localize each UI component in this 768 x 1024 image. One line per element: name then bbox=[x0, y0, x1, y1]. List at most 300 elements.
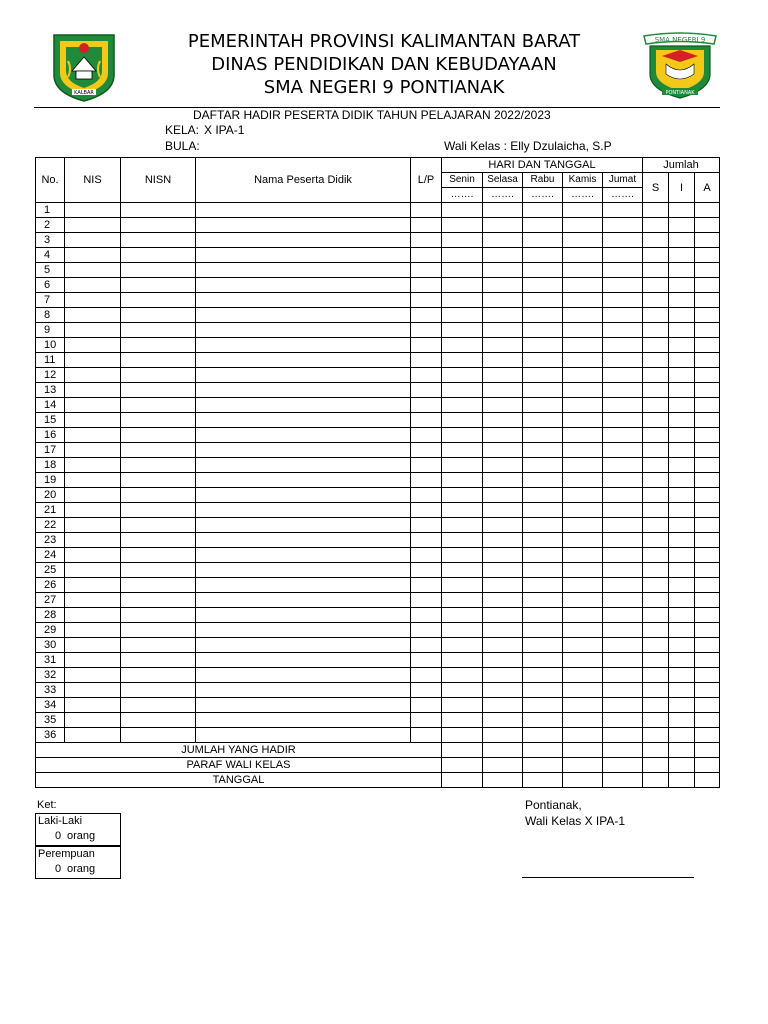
table-cell bbox=[411, 248, 442, 263]
table-cell bbox=[121, 218, 196, 233]
table-row bbox=[36, 608, 720, 623]
table-cell bbox=[603, 668, 643, 683]
table-cell bbox=[196, 398, 411, 413]
table-cell bbox=[643, 488, 669, 503]
table-cell bbox=[442, 443, 483, 458]
table-row bbox=[36, 293, 720, 308]
table-row bbox=[36, 623, 720, 638]
table-row bbox=[36, 308, 720, 323]
table-cell bbox=[483, 338, 523, 353]
signature-role: Wali Kelas X IPA-1 bbox=[525, 814, 626, 828]
table-row bbox=[36, 578, 720, 593]
table-cell bbox=[121, 623, 196, 638]
row-number: 22 bbox=[36, 518, 65, 533]
row-number: 27 bbox=[36, 593, 65, 608]
row-number: 15 bbox=[36, 413, 65, 428]
row-number: 3 bbox=[36, 233, 65, 248]
table-cell bbox=[563, 653, 603, 668]
table-cell bbox=[695, 278, 720, 293]
document-title: DAFTAR HADIR PESERTA DIDIK TAHUN PELAJARAN 2022/2023 bbox=[193, 108, 551, 122]
table-row bbox=[36, 638, 720, 653]
table-cell bbox=[121, 353, 196, 368]
table-row bbox=[36, 563, 720, 578]
table-cell bbox=[563, 563, 603, 578]
table-cell bbox=[483, 653, 523, 668]
table-cell bbox=[121, 578, 196, 593]
table-cell bbox=[65, 353, 121, 368]
table-cell bbox=[483, 533, 523, 548]
table-cell bbox=[603, 413, 643, 428]
row-number: 29 bbox=[36, 623, 65, 638]
table-cell bbox=[121, 398, 196, 413]
table-cell bbox=[563, 638, 603, 653]
table-cell bbox=[196, 338, 411, 353]
table-cell bbox=[643, 458, 669, 473]
table-cell bbox=[643, 278, 669, 293]
table-cell bbox=[411, 533, 442, 548]
table-cell bbox=[523, 668, 563, 683]
row-number: 26 bbox=[36, 578, 65, 593]
table-cell bbox=[196, 638, 411, 653]
table-cell bbox=[196, 653, 411, 668]
laki-count: 0 bbox=[55, 830, 62, 842]
table-cell bbox=[603, 743, 643, 758]
table-cell bbox=[563, 443, 603, 458]
table-row bbox=[36, 668, 720, 683]
table-cell bbox=[442, 293, 483, 308]
table-cell bbox=[523, 398, 563, 413]
table-row bbox=[36, 233, 720, 248]
table-cell bbox=[523, 368, 563, 383]
table-cell bbox=[669, 413, 695, 428]
table-row bbox=[36, 473, 720, 488]
table-cell bbox=[65, 323, 121, 338]
table-cell bbox=[563, 743, 603, 758]
table-cell bbox=[65, 728, 121, 743]
row-number: 20 bbox=[36, 488, 65, 503]
table-cell bbox=[643, 548, 669, 563]
table-cell bbox=[523, 203, 563, 218]
table-cell bbox=[563, 398, 603, 413]
table-cell bbox=[196, 248, 411, 263]
table-cell bbox=[695, 323, 720, 338]
table-cell bbox=[121, 518, 196, 533]
table-cell bbox=[65, 338, 121, 353]
table-cell bbox=[65, 713, 121, 728]
table-cell bbox=[563, 533, 603, 548]
table-cell bbox=[196, 458, 411, 473]
table-cell bbox=[695, 713, 720, 728]
table-cell bbox=[65, 368, 121, 383]
jumlah-i: I bbox=[669, 173, 695, 203]
table-cell bbox=[523, 263, 563, 278]
table-cell bbox=[695, 233, 720, 248]
table-cell bbox=[196, 563, 411, 578]
table-cell bbox=[695, 518, 720, 533]
table-cell bbox=[442, 608, 483, 623]
table-row bbox=[36, 488, 720, 503]
table-cell bbox=[669, 233, 695, 248]
table-cell bbox=[483, 488, 523, 503]
table-cell bbox=[483, 743, 523, 758]
table-cell bbox=[523, 608, 563, 623]
table-cell bbox=[411, 278, 442, 293]
table-cell bbox=[669, 248, 695, 263]
table-cell bbox=[643, 263, 669, 278]
table-cell bbox=[669, 308, 695, 323]
table-cell bbox=[643, 218, 669, 233]
table-cell bbox=[523, 623, 563, 638]
day-rabu: Rabu bbox=[523, 173, 563, 188]
table-cell bbox=[411, 593, 442, 608]
table-cell bbox=[65, 638, 121, 653]
table-cell bbox=[603, 428, 643, 443]
table-cell bbox=[196, 698, 411, 713]
table-cell bbox=[196, 428, 411, 443]
table-cell bbox=[695, 578, 720, 593]
table-cell bbox=[643, 638, 669, 653]
table-cell bbox=[643, 563, 669, 578]
table-cell bbox=[603, 773, 643, 788]
header-lp: L/P bbox=[411, 158, 442, 203]
row-number: 14 bbox=[36, 398, 65, 413]
table-cell bbox=[411, 518, 442, 533]
table-cell bbox=[669, 368, 695, 383]
table-cell bbox=[563, 473, 603, 488]
row-number: 33 bbox=[36, 683, 65, 698]
table-cell bbox=[669, 443, 695, 458]
table-cell bbox=[196, 593, 411, 608]
table-cell bbox=[603, 293, 643, 308]
table-row bbox=[36, 263, 720, 278]
table-cell bbox=[483, 773, 523, 788]
table-cell bbox=[442, 338, 483, 353]
table-cell bbox=[669, 203, 695, 218]
table-cell bbox=[695, 548, 720, 563]
table-cell bbox=[442, 548, 483, 563]
signature-line bbox=[522, 877, 694, 878]
table-row bbox=[36, 248, 720, 263]
table-cell bbox=[563, 293, 603, 308]
row-number: 23 bbox=[36, 533, 65, 548]
svg-text:KALBAR: KALBAR bbox=[74, 90, 94, 96]
table-row bbox=[36, 713, 720, 728]
table-cell bbox=[483, 278, 523, 293]
table-cell bbox=[411, 413, 442, 428]
table-row bbox=[36, 458, 720, 473]
table-cell bbox=[643, 503, 669, 518]
table-cell bbox=[442, 638, 483, 653]
table-cell bbox=[442, 503, 483, 518]
table-row bbox=[36, 368, 720, 383]
jumlah-s: S bbox=[643, 173, 669, 203]
signature-place: Pontianak, bbox=[525, 798, 582, 812]
table-cell bbox=[65, 413, 121, 428]
table-cell bbox=[121, 683, 196, 698]
table-cell bbox=[196, 413, 411, 428]
table-cell bbox=[196, 608, 411, 623]
table-cell bbox=[669, 743, 695, 758]
row-number: 10 bbox=[36, 338, 65, 353]
table-cell bbox=[196, 218, 411, 233]
table-cell bbox=[603, 563, 643, 578]
table-cell bbox=[695, 653, 720, 668]
table-cell bbox=[411, 653, 442, 668]
day-jumat: Jumat bbox=[603, 173, 643, 188]
table-cell bbox=[65, 623, 121, 638]
row-number: 5 bbox=[36, 263, 65, 278]
table-cell bbox=[603, 488, 643, 503]
table-cell bbox=[695, 443, 720, 458]
table-cell bbox=[121, 728, 196, 743]
row-number: 9 bbox=[36, 323, 65, 338]
table-cell bbox=[483, 578, 523, 593]
table-cell bbox=[483, 593, 523, 608]
table-cell bbox=[196, 713, 411, 728]
table-cell bbox=[442, 473, 483, 488]
table-cell bbox=[563, 278, 603, 293]
date-jumat: ……. bbox=[603, 188, 643, 203]
table-cell bbox=[643, 593, 669, 608]
row-number: 24 bbox=[36, 548, 65, 563]
day-senin: Senin bbox=[442, 173, 483, 188]
table-cell bbox=[483, 383, 523, 398]
table-cell bbox=[121, 458, 196, 473]
table-cell bbox=[196, 668, 411, 683]
table-cell bbox=[669, 323, 695, 338]
table-cell bbox=[442, 353, 483, 368]
table-cell bbox=[695, 383, 720, 398]
table-cell bbox=[603, 443, 643, 458]
svg-text:PONTIANAK: PONTIANAK bbox=[665, 90, 695, 96]
table-cell bbox=[695, 488, 720, 503]
table-cell bbox=[121, 368, 196, 383]
table-cell bbox=[603, 278, 643, 293]
table-cell bbox=[65, 398, 121, 413]
table-cell bbox=[695, 698, 720, 713]
table-cell bbox=[483, 368, 523, 383]
table-cell bbox=[411, 563, 442, 578]
table-cell bbox=[196, 533, 411, 548]
table-cell bbox=[563, 518, 603, 533]
table-cell bbox=[442, 203, 483, 218]
table-cell bbox=[65, 443, 121, 458]
table-cell bbox=[695, 473, 720, 488]
table-cell bbox=[121, 308, 196, 323]
table-cell bbox=[523, 458, 563, 473]
table-cell bbox=[603, 353, 643, 368]
table-cell bbox=[669, 428, 695, 443]
table-cell bbox=[643, 413, 669, 428]
jumlah-a: A bbox=[695, 173, 720, 203]
table-cell bbox=[442, 518, 483, 533]
table-cell bbox=[695, 293, 720, 308]
table-cell bbox=[411, 323, 442, 338]
table-cell bbox=[669, 263, 695, 278]
table-cell bbox=[121, 563, 196, 578]
table-cell bbox=[196, 233, 411, 248]
table-cell bbox=[603, 653, 643, 668]
table-cell bbox=[483, 458, 523, 473]
table-cell bbox=[442, 323, 483, 338]
table-cell bbox=[523, 248, 563, 263]
table-cell bbox=[643, 338, 669, 353]
table-cell bbox=[695, 263, 720, 278]
table-cell bbox=[196, 623, 411, 638]
table-cell bbox=[442, 488, 483, 503]
table-cell bbox=[65, 503, 121, 518]
table-cell bbox=[411, 443, 442, 458]
row-number: 4 bbox=[36, 248, 65, 263]
table-cell bbox=[563, 338, 603, 353]
table-cell bbox=[523, 233, 563, 248]
table-cell bbox=[603, 623, 643, 638]
table-cell bbox=[695, 563, 720, 578]
table-cell bbox=[121, 263, 196, 278]
table-cell bbox=[411, 263, 442, 278]
table-row bbox=[36, 383, 720, 398]
table-cell bbox=[669, 593, 695, 608]
table-cell bbox=[669, 758, 695, 773]
table-cell bbox=[669, 383, 695, 398]
table-cell bbox=[411, 713, 442, 728]
footer-label: JUMLAH YANG HADIR bbox=[36, 743, 442, 758]
table-cell bbox=[603, 383, 643, 398]
table-cell bbox=[603, 233, 643, 248]
header-nisn: NISN bbox=[121, 158, 196, 203]
table-cell bbox=[65, 473, 121, 488]
table-cell bbox=[643, 428, 669, 443]
table-cell bbox=[563, 758, 603, 773]
table-cell bbox=[483, 503, 523, 518]
table-cell bbox=[483, 668, 523, 683]
table-cell bbox=[411, 383, 442, 398]
table-cell bbox=[695, 728, 720, 743]
table-row bbox=[36, 533, 720, 548]
table-cell bbox=[196, 383, 411, 398]
table-cell bbox=[442, 743, 483, 758]
table-cell bbox=[442, 458, 483, 473]
table-cell bbox=[483, 263, 523, 278]
table-cell bbox=[563, 458, 603, 473]
table-cell bbox=[523, 488, 563, 503]
table-cell bbox=[603, 473, 643, 488]
table-cell bbox=[669, 713, 695, 728]
table-cell bbox=[563, 413, 603, 428]
table-cell bbox=[196, 308, 411, 323]
table-cell bbox=[196, 443, 411, 458]
table-cell bbox=[442, 428, 483, 443]
table-cell bbox=[121, 323, 196, 338]
table-cell bbox=[196, 353, 411, 368]
table-cell bbox=[411, 398, 442, 413]
table-cell bbox=[121, 488, 196, 503]
table-cell bbox=[442, 233, 483, 248]
footer-label: PARAF WALI KELAS bbox=[36, 758, 442, 773]
header-no: No. bbox=[36, 158, 65, 203]
day-kamis: Kamis bbox=[563, 173, 603, 188]
table-cell bbox=[121, 203, 196, 218]
table-cell bbox=[603, 518, 643, 533]
table-cell bbox=[523, 653, 563, 668]
table-row bbox=[36, 548, 720, 563]
table-cell bbox=[643, 698, 669, 713]
table-cell bbox=[669, 623, 695, 638]
table-cell bbox=[603, 338, 643, 353]
table-cell bbox=[603, 503, 643, 518]
table-cell bbox=[65, 278, 121, 293]
table-cell bbox=[695, 368, 720, 383]
table-cell bbox=[411, 368, 442, 383]
table-cell bbox=[411, 338, 442, 353]
table-cell bbox=[603, 248, 643, 263]
table-cell bbox=[442, 698, 483, 713]
table-cell bbox=[523, 278, 563, 293]
table-cell bbox=[442, 653, 483, 668]
table-row bbox=[36, 653, 720, 668]
table-cell bbox=[121, 713, 196, 728]
table-cell bbox=[643, 533, 669, 548]
table-cell bbox=[643, 683, 669, 698]
table-cell bbox=[65, 608, 121, 623]
table-cell bbox=[643, 233, 669, 248]
table-cell bbox=[442, 728, 483, 743]
table-cell bbox=[695, 533, 720, 548]
table-cell bbox=[411, 548, 442, 563]
table-cell bbox=[523, 293, 563, 308]
table-row bbox=[36, 398, 720, 413]
table-row bbox=[36, 203, 720, 218]
table-cell bbox=[121, 698, 196, 713]
table-cell bbox=[695, 623, 720, 638]
table-cell bbox=[695, 338, 720, 353]
row-number: 25 bbox=[36, 563, 65, 578]
svg-text:SMA NEGERI 9: SMA NEGERI 9 bbox=[654, 36, 706, 44]
laki-label: Laki-Laki bbox=[38, 815, 83, 827]
table-cell bbox=[603, 608, 643, 623]
table-cell bbox=[442, 248, 483, 263]
table-cell bbox=[442, 593, 483, 608]
table-cell bbox=[196, 548, 411, 563]
row-number: 28 bbox=[36, 608, 65, 623]
table-cell bbox=[121, 383, 196, 398]
table-cell bbox=[523, 383, 563, 398]
table-row bbox=[36, 323, 720, 338]
table-cell bbox=[643, 443, 669, 458]
table-cell bbox=[523, 548, 563, 563]
table-cell bbox=[669, 503, 695, 518]
table-cell bbox=[603, 578, 643, 593]
table-cell bbox=[121, 503, 196, 518]
table-cell bbox=[669, 638, 695, 653]
table-cell bbox=[669, 518, 695, 533]
table-cell bbox=[65, 293, 121, 308]
table-cell bbox=[65, 548, 121, 563]
table-row bbox=[36, 698, 720, 713]
table-cell bbox=[669, 218, 695, 233]
table-cell bbox=[121, 638, 196, 653]
day-selasa: Selasa bbox=[483, 173, 523, 188]
table-cell bbox=[603, 698, 643, 713]
table-cell bbox=[523, 638, 563, 653]
table-cell bbox=[695, 683, 720, 698]
table-cell bbox=[563, 593, 603, 608]
table-cell bbox=[669, 398, 695, 413]
table-cell bbox=[121, 233, 196, 248]
table-cell bbox=[442, 218, 483, 233]
table-cell bbox=[563, 503, 603, 518]
table-cell bbox=[563, 623, 603, 638]
